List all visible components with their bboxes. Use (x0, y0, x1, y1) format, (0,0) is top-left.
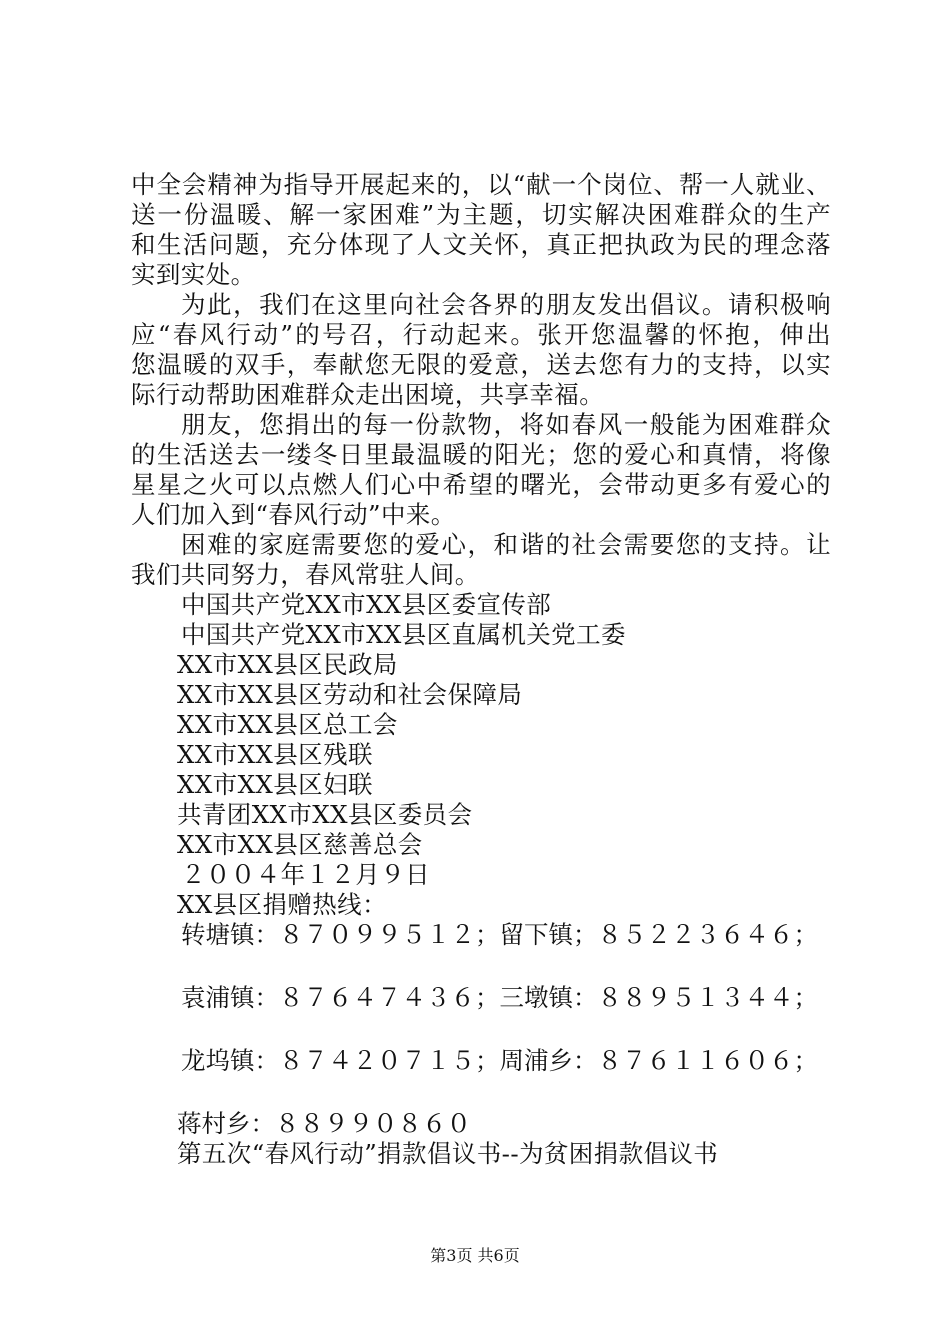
paragraph-1 (131, 170, 831, 290)
text-line: 星星之火可以点燃人们心中希望的曙光，会带动更多有爱心的 (131, 470, 831, 499)
text-line: 人们加入到“春风行动”中来。 (131, 500, 456, 529)
signatory: XX市XX县区妇联 (177, 770, 373, 799)
hotline-entry: 转塘镇：８７０９９５１２；留下镇；８５２２３６４６； (181, 920, 818, 949)
paragraph-2 (131, 290, 831, 410)
signatory: XX市XX县区慈善总会 (177, 830, 423, 859)
signatory: XX市XX县区民政局 (177, 650, 398, 679)
text-line: 的生活送去一缕冬日里最温暖的阳光；您的爱心和真情，将像 (131, 440, 831, 469)
text-line: 和生活问题，充分体现了人文关怀，真正把执政为民的理念落 (131, 230, 831, 259)
document-body (131, 170, 831, 1169)
hotline-entry: 袁浦镇：８７６４７４３６；三墩镇：８８９５１３４４； (181, 983, 818, 1012)
hotline-list (131, 920, 831, 1139)
text-line: 实到实处。 (131, 260, 256, 289)
document-date: ２００４年１２月９日 (181, 860, 430, 889)
text-line: 中全会精神为指导开展起来的，以“献一个岗位、帮一人就业、 (131, 170, 831, 199)
text-line: 我们共同努力，春风常驻人间。 (131, 560, 480, 589)
text-line: 您温暖的双手，奉献您无限的爱意，送去您有力的支持，以实 (131, 350, 831, 379)
signatory-list (131, 590, 831, 860)
signatory: XX市XX县区残联 (177, 740, 373, 769)
signatory: 中国共产党XX市XX县区委宣传部 (181, 590, 552, 619)
text-line: 送一份温暖、解一家困难”为主题，切实解决困难群众的生产 (131, 200, 831, 229)
signatory: XX市XX县区劳动和社会保障局 (177, 680, 523, 709)
text-line: 应“春风行动”的号召，行动起来。张开您温馨的怀抱，伸出 (131, 320, 831, 349)
hotline-title: XX县区捐赠热线： (177, 890, 387, 919)
paragraph-4 (131, 530, 831, 590)
signatory: XX市XX县区总工会 (177, 710, 398, 739)
text-line: 为此，我们在这里向社会各界的朋友发出倡议。请积极响 (181, 290, 831, 319)
hotline-entry: 龙坞镇：８７４２０７１５；周浦乡：８７６１１６０６； (181, 1046, 818, 1075)
text-line: 际行动帮助困难群众走出困境，共享幸福。 (131, 380, 605, 409)
next-article-title: 第五次“春风行动”捐款倡议书--为贫困捐款倡议书 (177, 1139, 719, 1168)
paragraph-3 (131, 410, 831, 530)
text-line: 朋友，您捐出的每一份款物，将如春风一般能为困难群众 (181, 410, 831, 439)
signatory: 中国共产党XX市XX县区直属机关党工委 (181, 620, 626, 649)
page-footer: 第3页 共6页 (430, 1246, 520, 1265)
hotline-entry: 蒋村乡：８８９９０８６０ (177, 1109, 471, 1138)
signatory: 共青团XX市XX县区委员会 (177, 800, 473, 829)
text-line: 困难的家庭需要您的爱心，和谐的社会需要您的支持。让 (181, 530, 831, 559)
